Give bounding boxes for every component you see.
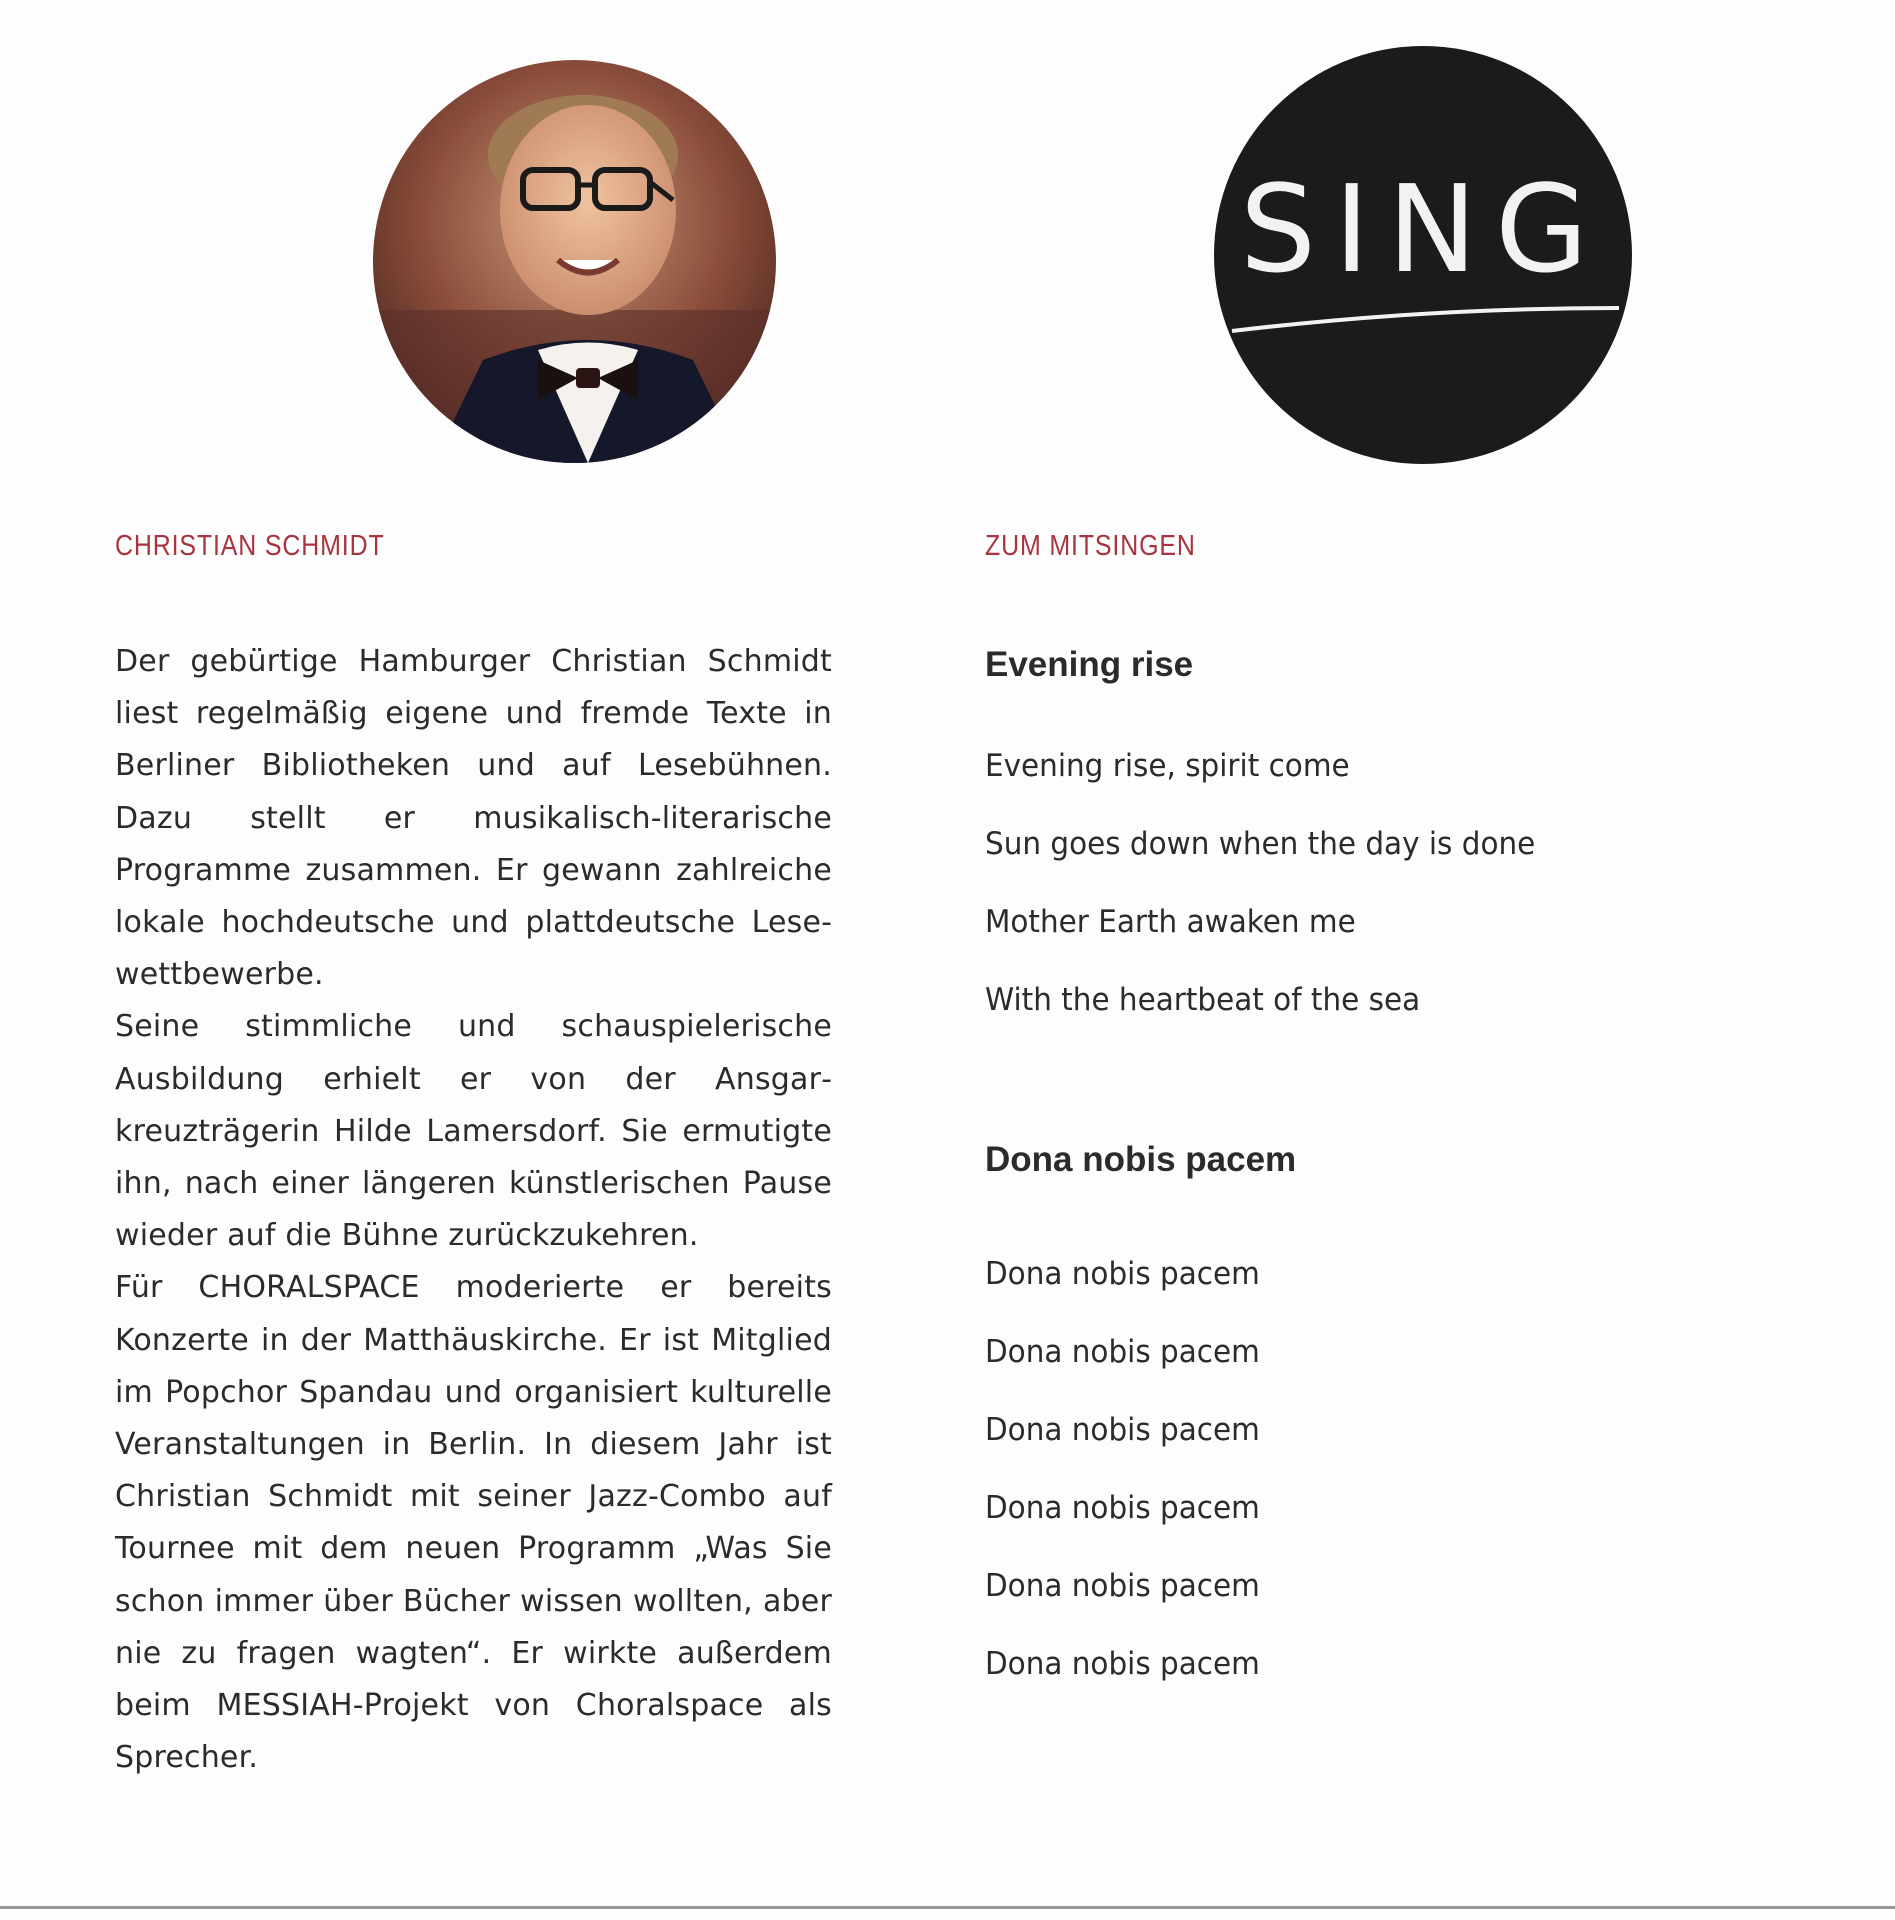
bio-heading: CHRISTIAN SCHMIDT (115, 530, 385, 562)
sing-logo (1214, 46, 1632, 464)
portrait-photo (373, 60, 776, 463)
lyric-line: Dona nobis pacem (985, 1412, 1260, 1448)
lyric-line: With the heartbeat of the sea (985, 982, 1421, 1018)
lyric-line: Dona nobis pacem (985, 1568, 1260, 1604)
lyric-line: Dona nobis pacem (985, 1646, 1260, 1682)
sing-along-heading: ZUM MITSINGEN (985, 530, 1196, 562)
song-title: Dona nobis pacem (985, 1140, 1297, 1179)
lyric-line: Dona nobis pacem (985, 1256, 1260, 1292)
song-title: Evening rise (985, 645, 1194, 684)
lyric-line: Dona nobis pacem (985, 1490, 1260, 1526)
sing-logo-drawing (1214, 46, 1632, 464)
bio-paragraph: Der gebürtige Hamburger Christian Schmidt liest regelmäßig eigene und fremde Texte in Berliner Bibliotheken und auf Lesebühnen. Dazu stellt er musikalisch-literarische Programme zusammen. Er gewann zahlreiche lokale hochdeutsche und plattdeutsche Lesewettbewerbe. (115, 644, 832, 993)
lyric-line: Sun goes down when the day is done (985, 826, 1536, 862)
lyric-line: Evening rise, spirit come (985, 748, 1350, 784)
lyric-line: Dona nobis pacem (985, 1334, 1260, 1370)
bio-paragraph: Seine stimmliche und schauspielerische Ausbildung erhielt er von der Ansgarkreuzträgerin Hilde Lamersdorf. Sie ermutigte ihn, nach einer längeren künstlerischen Pause wieder auf die Bühne zurückzukehren. (115, 1009, 832, 1254)
portrait-illustration (373, 60, 776, 463)
bottom-rule (0, 1906, 1895, 1909)
bio-paragraph: Für CHORALSPACE moderierte er bereits Konzerte in der Matthäuskirche. Er ist Mitglied im Popchor Spandau und organisiert kulturelle Veranstaltungen in Berlin. In diesem Jahr ist Christian Schmidt mit seiner Jazz-Combo auf Tournee mit dem neuen Programm „Was Sie schon immer über Bücher wissen wollten, aber nie zu fragen wagten“. Er wirkte außerdem beim MESSIAH-Projekt von Choralspace als Sprecher. (115, 1270, 832, 1776)
lyric-line: Mother Earth awaken me (985, 904, 1356, 940)
sing-logo-text: SING (1239, 161, 1607, 300)
bio-text (115, 636, 832, 1784)
